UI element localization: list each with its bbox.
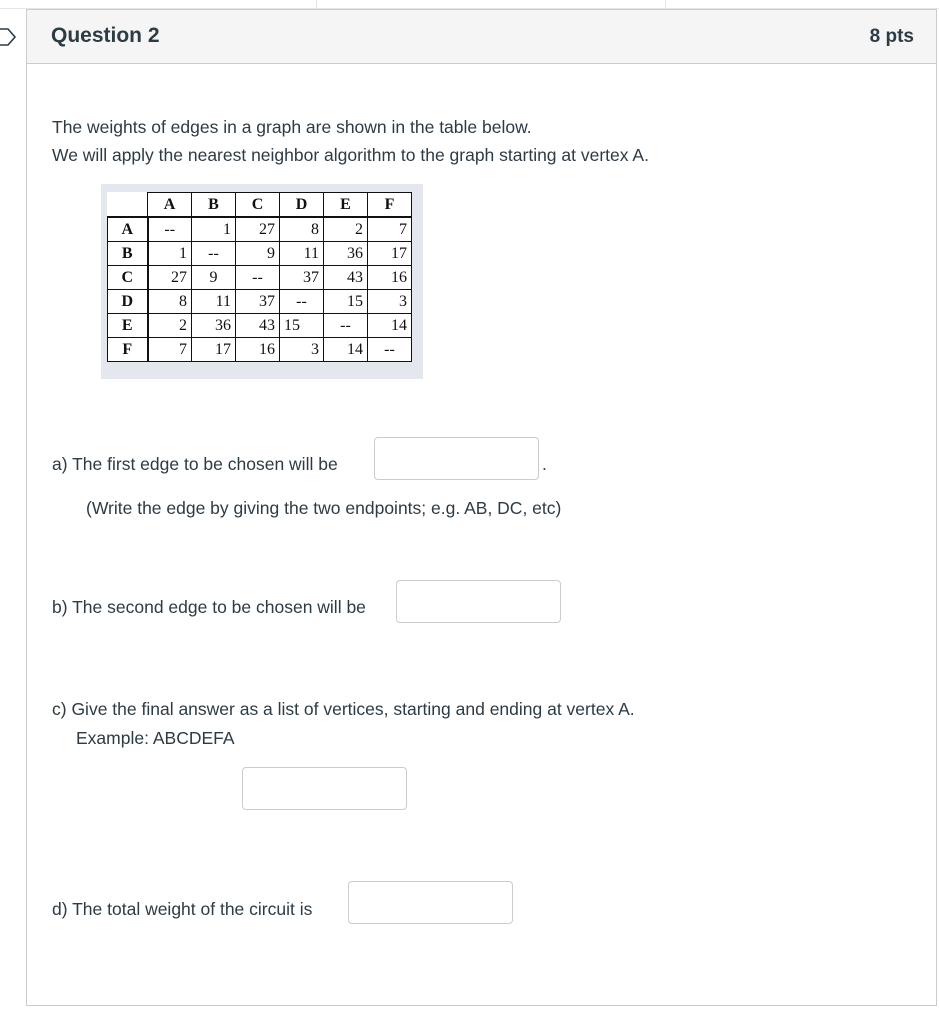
divider — [316, 0, 317, 8]
row-header: D — [108, 290, 148, 314]
part-b-label: b) The second edge to be chosen will be — [52, 597, 366, 617]
part-c-label: c) Give the final answer as a list of vertices, starting and ending at vertex A. — [52, 699, 635, 719]
column-header: F — [368, 193, 412, 218]
table-cell: -- — [280, 290, 324, 314]
table-cell: -- — [368, 338, 412, 362]
question-title: Question 2 — [51, 24, 160, 47]
question-points: 8 pts — [869, 26, 914, 47]
table-header-row — [108, 193, 412, 218]
weights-table-frame — [101, 184, 423, 379]
table-row — [108, 242, 412, 266]
column-header: A — [148, 193, 192, 218]
table-cell: 11 — [280, 242, 324, 266]
row-header: B — [108, 242, 148, 266]
column-header: D — [280, 193, 324, 218]
part-c-example: Example: ABCDEFA — [76, 728, 235, 748]
row-header: E — [108, 314, 148, 338]
table-cell: 43 — [236, 314, 280, 338]
row-header: C — [108, 266, 148, 290]
column-header: E — [324, 193, 368, 218]
answer-d-input[interactable] — [348, 881, 513, 924]
table-cell: -- — [192, 242, 236, 266]
column-header: C — [236, 193, 280, 218]
table-row — [108, 266, 412, 290]
answer-a-input[interactable] — [374, 437, 539, 480]
part-a-period: . — [542, 454, 547, 474]
weights-table — [107, 192, 412, 362]
question-header — [27, 10, 936, 64]
table-row — [108, 338, 412, 362]
table-row — [108, 290, 412, 314]
table-cell: 37 — [280, 266, 324, 290]
table-cell: 43 — [324, 266, 368, 290]
table-cell: 3 — [280, 338, 324, 362]
row-header: F — [108, 338, 148, 362]
answer-b-input[interactable] — [396, 580, 561, 623]
intro-line-1: The weights of edges in a graph are shown in the table below. — [52, 117, 532, 137]
table-row — [108, 217, 412, 242]
table-cell: 9 — [192, 266, 236, 290]
table-cell: 7 — [148, 338, 192, 362]
table-cell: 2 — [148, 314, 192, 338]
part-d-label: d) The total weight of the circuit is — [52, 899, 313, 919]
table-cell: 17 — [192, 338, 236, 362]
table-cell: 36 — [192, 314, 236, 338]
table-cell: 17 — [368, 242, 412, 266]
table-cell: 2 — [324, 217, 368, 242]
table-cell: 9 — [236, 242, 280, 266]
table-cell: 11 — [192, 290, 236, 314]
table-cell: 14 — [324, 338, 368, 362]
table-cell: 1 — [148, 242, 192, 266]
table-cell: -- — [148, 217, 192, 242]
table-cell: 16 — [236, 338, 280, 362]
part-a-label: a) The first edge to be chosen will be — [52, 454, 338, 474]
table-cell: 27 — [148, 266, 192, 290]
column-header: B — [192, 193, 236, 218]
table-cell: 15 — [324, 290, 368, 314]
table-cell: 36 — [324, 242, 368, 266]
table-cell: 1 — [192, 217, 236, 242]
table-cell: 8 — [280, 217, 324, 242]
table-cell: 8 — [148, 290, 192, 314]
table-cell: 16 — [368, 266, 412, 290]
table-cell: 7 — [368, 217, 412, 242]
top-strip — [0, 0, 939, 9]
table-corner — [108, 193, 148, 218]
table-cell: 3 — [368, 290, 412, 314]
intro-line-2: We will apply the nearest neighbor algorithm to the graph starting at vertex A. — [52, 145, 649, 165]
table-cell: 15 — [280, 314, 324, 338]
table-cell: -- — [324, 314, 368, 338]
flag-question-icon[interactable] — [0, 25, 18, 49]
table-cell: -- — [236, 266, 280, 290]
answer-c-input[interactable] — [242, 767, 407, 810]
table-cell: 14 — [368, 314, 412, 338]
table-cell: 27 — [236, 217, 280, 242]
divider — [665, 0, 666, 8]
table-row — [108, 314, 412, 338]
part-a-hint: (Write the edge by giving the two endpoints; e.g. AB, DC, etc) — [86, 498, 562, 518]
row-header: A — [108, 217, 148, 242]
table-cell: 37 — [236, 290, 280, 314]
